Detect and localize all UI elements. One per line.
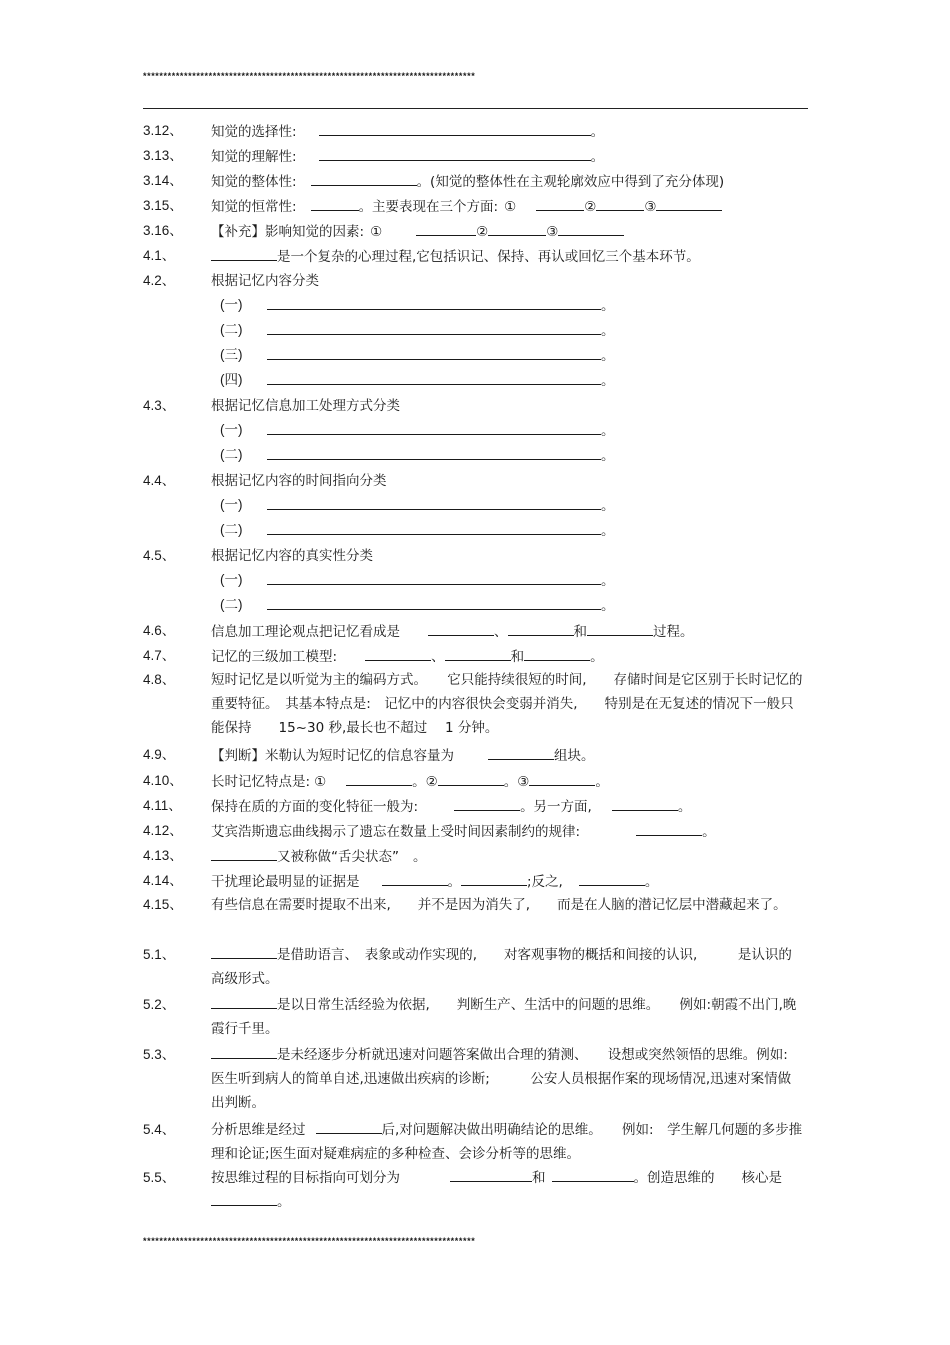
item-number: 4.11、 [143, 798, 182, 813]
item-4-8-text: 短时记忆是以听觉为主的编码方式。 它只能持续很短的时间, 存储时间是它区别于长时记忆的重要特征。 其基本特点是: 记忆中的内容很快会变弱并消失, 特别是在无复述的情况下一般只能保持 15~30 秒,最长也不超过 1 分钟。 [211, 672, 803, 736]
answer-blank[interactable] [267, 570, 601, 585]
answer-blank[interactable] [211, 944, 277, 959]
item-3-14 [143, 171, 808, 191]
item-text: 记忆的三级加工模型: 、 和 。 [211, 646, 604, 667]
item-text: 是一个复杂的心理过程,它包括识记、保持、再认或回忆三个基本环节。 [211, 246, 700, 267]
item-number: 4.3、 [143, 398, 176, 413]
item-4-10 [143, 771, 808, 791]
answer-blank[interactable] [612, 796, 678, 811]
sub-item: (二) 。 [220, 322, 615, 339]
item-4-11 [143, 796, 808, 816]
answer-blank[interactable] [450, 1167, 532, 1182]
item-text: 根据记忆内容分类 [211, 273, 319, 289]
item-number: 4.7、 [143, 648, 176, 663]
item-text: 又被称做“舌尖状态” 。 [211, 846, 427, 867]
item-4-7 [143, 646, 808, 666]
sub-item: (二) 。 [220, 522, 615, 539]
answer-blank[interactable] [319, 121, 591, 136]
item-3-12 [143, 121, 808, 141]
answer-blank[interactable] [454, 796, 520, 811]
answer-blank[interactable] [267, 420, 601, 435]
answer-blank[interactable] [211, 1191, 277, 1206]
item-text: 保持在质的方面的变化特征一般为: 。另一方面, 。 [211, 796, 691, 817]
answer-blank[interactable] [311, 196, 359, 211]
sub-item: (二) 。 [220, 447, 615, 464]
item-text: 艾宾浩斯遗忘曲线揭示了遗忘在数量上受时间因素制约的规律: 。 [211, 821, 716, 842]
answer-blank[interactable] [319, 146, 591, 161]
sub-label: (三) [220, 347, 243, 362]
answer-blank[interactable] [267, 370, 601, 385]
answer-blank[interactable] [311, 171, 417, 186]
answer-blank[interactable] [488, 745, 554, 760]
item-text: 干扰理论最明显的证据是 。 ;反之, 。 [211, 871, 658, 892]
answer-blank[interactable] [267, 295, 601, 310]
answer-blank[interactable] [346, 771, 412, 786]
item-4-1 [143, 246, 808, 266]
item-5-2-text: 是以日常生活经验为依据, 判断生产、生活中的问题的思维。 例如:朝霞不出门,晚霞行千里。 [211, 993, 803, 1041]
answer-blank[interactable] [656, 196, 722, 211]
item-number: 5.3、 [143, 1047, 176, 1062]
item-number: 4.1、 [143, 248, 176, 263]
answer-blank[interactable] [461, 871, 527, 886]
answer-blank[interactable] [267, 520, 601, 535]
item-5-5-text: 按思维过程的目标指向可划分为 和 。创造思维的 核心是。 [211, 1166, 803, 1214]
item-number: 5.4、 [143, 1122, 176, 1137]
item-text: 知觉的理解性: 。 [211, 146, 604, 167]
sub-item: (二) 。 [220, 597, 615, 614]
sub-item: (一) 。 [220, 497, 615, 514]
item-text: 知觉的整体性: 。(知觉的整体性在主观轮廓效应中得到了充分体现) [211, 171, 724, 192]
item-4-15-text: 有些信息在需要时提取不出来, 并不是因为消失了, 而是在人脑的潜记忆层中潜藏起来了。 [211, 897, 787, 913]
sub-label: (一) [220, 497, 243, 512]
item-number: 3.16、 [143, 223, 183, 238]
answer-blank[interactable] [508, 621, 574, 636]
answer-blank[interactable] [211, 246, 277, 261]
stars-bottom: ********************************************************************************* [143, 1236, 476, 1246]
item-number: 4.5、 [143, 548, 176, 563]
item-5-1-text: 是借助语言、 表象或动作实现的, 对客观事物的概括和间接的认识, 是认识的高级形式。 [211, 943, 803, 991]
item-text: 根据记忆信息加工处理方式分类 [211, 398, 400, 414]
answer-blank[interactable] [636, 821, 702, 836]
item-number: 4.13、 [143, 848, 183, 863]
answer-blank[interactable] [211, 846, 277, 861]
sub-label: (二) [220, 597, 243, 612]
item-4-9 [143, 745, 808, 765]
answer-blank[interactable] [267, 595, 601, 610]
item-number: 5.5、 [143, 1170, 176, 1185]
item-4-4 [143, 471, 808, 491]
item-text: 知觉的选择性: 。 [211, 121, 604, 142]
item-5-3-text: 是未经逐步分析就迅速对问题答案做出合理的猜测、 设想或突然领悟的思维。例如: 医生听到病人的简单自述,迅速做出疾病的诊断; 公安人员根据作案的现场情况,迅速对案情做出判断。 [211, 1043, 803, 1115]
item-text: 【补充】影响知觉的因素: ① ② ③ [211, 221, 624, 242]
answer-blank[interactable] [416, 221, 476, 236]
item-number: 4.8、 [143, 672, 176, 687]
item-number: 4.9、 [143, 747, 176, 762]
item-number: 3.15、 [143, 198, 183, 213]
item-number: 4.2、 [143, 273, 176, 288]
item-3-13 [143, 146, 808, 166]
answer-blank[interactable] [524, 646, 590, 661]
item-text: 长时记忆特点是: ① 。② 。③ 。 [211, 771, 609, 792]
answer-blank[interactable] [579, 871, 645, 886]
sub-label: (一) [220, 572, 243, 587]
answer-blank[interactable] [365, 646, 431, 661]
answer-blank[interactable] [316, 1119, 382, 1134]
item-number: 5.1、 [143, 947, 176, 962]
answer-blank[interactable] [211, 994, 277, 1009]
answer-blank[interactable] [536, 196, 584, 211]
sub-label: (二) [220, 522, 243, 537]
answer-blank[interactable] [587, 621, 653, 636]
item-4-6 [143, 621, 808, 641]
item-4-3 [143, 396, 808, 416]
item-number: 3.12、 [143, 123, 183, 138]
answer-blank[interactable] [267, 445, 601, 460]
item-4-2 [143, 271, 808, 291]
sub-item: (一) 。 [220, 572, 615, 589]
answer-blank[interactable] [428, 621, 494, 636]
answer-blank[interactable] [267, 345, 601, 360]
item-number: 3.14、 [143, 173, 183, 188]
sub-label: (四) [220, 372, 243, 387]
item-text: 根据记忆内容的真实性分类 [211, 548, 373, 564]
sub-item: (一) 。 [220, 422, 615, 439]
sub-label: (一) [220, 297, 243, 312]
item-text: 知觉的恒常性: 。主要表现在三个方面: ① ② ③ [211, 196, 722, 217]
answer-blank[interactable] [529, 771, 595, 786]
item-number: 4.4、 [143, 473, 176, 488]
item-number: 4.6、 [143, 623, 176, 638]
item-number: 3.13、 [143, 148, 183, 163]
item-3-16 [143, 221, 808, 241]
item-text: 信息加工理论观点把记忆看成是 、 和 过程。 [211, 621, 694, 642]
item-number: 5.2、 [143, 997, 176, 1012]
item-number: 4.15、 [143, 897, 183, 912]
answer-blank[interactable] [267, 320, 601, 335]
answer-blank[interactable] [552, 1167, 634, 1182]
item-text: 根据记忆内容的时间指向分类 [211, 473, 387, 489]
header-rule [143, 108, 808, 109]
stars-top: ********************************************************************************* [143, 71, 476, 81]
item-5-4-text: 分析思维是经过 后,对问题解决做出明确结论的思维。 例如: 学生解几何题的多步推理和论证;医生面对疑难病症的多种检查、会诊分析等的思维。 [211, 1118, 803, 1166]
answer-blank[interactable] [488, 221, 546, 236]
sub-label: (二) [220, 322, 243, 337]
answer-blank[interactable] [596, 196, 644, 211]
sub-item: (四) 。 [220, 372, 615, 389]
answer-blank[interactable] [558, 221, 624, 236]
item-4-14 [143, 871, 808, 891]
item-4-12 [143, 821, 808, 841]
sub-item: (三) 。 [220, 347, 615, 364]
item-text: 【判断】米勒认为短时记忆的信息容量为 组块。 [211, 745, 595, 766]
sub-label: (一) [220, 422, 243, 437]
item-number: 4.10、 [143, 773, 183, 788]
answer-blank[interactable] [211, 1044, 277, 1059]
item-3-15 [143, 196, 808, 216]
item-number: 4.12、 [143, 823, 183, 838]
answer-blank[interactable] [445, 646, 511, 661]
item-4-5 [143, 546, 808, 566]
item-4-13 [143, 846, 808, 866]
sub-item: (一) 。 [220, 297, 615, 314]
answer-blank[interactable] [267, 495, 601, 510]
answer-blank[interactable] [438, 771, 504, 786]
sub-label: (二) [220, 447, 243, 462]
answer-blank[interactable] [382, 871, 448, 886]
item-number: 4.14、 [143, 873, 183, 888]
